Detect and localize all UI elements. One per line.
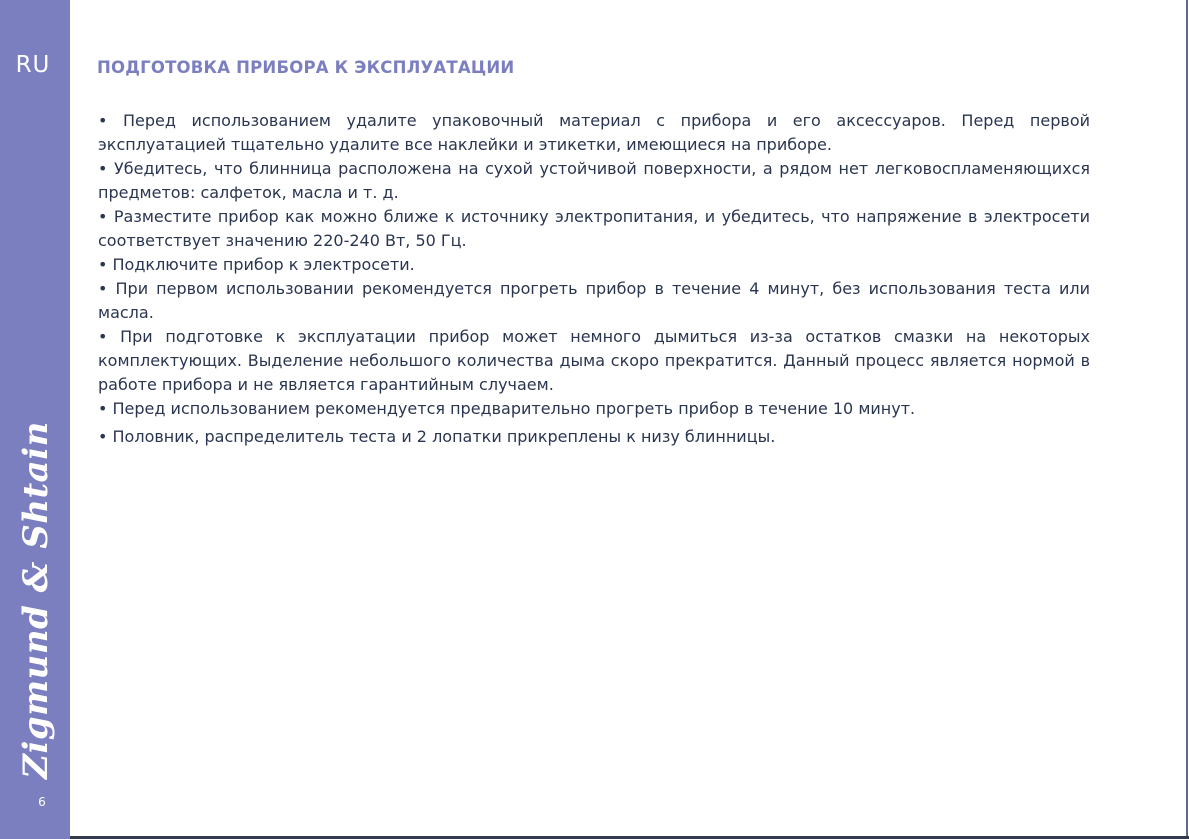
instruction-item: • Половник, распределитель теста и 2 лопатки прикреплены к низу блинницы.	[98, 427, 776, 446]
instruction-item: • При первом использовании рекомендуется прогреть прибор в течение 4 минут, без использования теста или масла.	[98, 279, 1090, 322]
instruction-item: • Разместите прибор как можно ближе к источнику электропитания, и убедитесь, что напряжение в электросети соответствует значению 220-240 Вт, 50 Гц.	[98, 207, 1090, 250]
brand-logo: Zigmund & Shtain	[16, 421, 56, 779]
page-number: 6	[38, 795, 46, 809]
instruction-item: • Убедитесь, что блинница расположена на сухой устойчивой поверхности, а рядом нет легковоспламеняющихся предметов: салфеток, масла и т. д.	[98, 159, 1090, 202]
instruction-item: • Перед использованием рекомендуется предварительно прогреть прибор в течение 10 минут.	[98, 399, 916, 418]
right-border	[1186, 0, 1188, 839]
sidebar	[0, 0, 70, 839]
instruction-item: • Подключите прибор к электросети.	[98, 255, 415, 274]
section-title: ПОДГОТОВКА ПРИБОРА К ЭКСПЛУАТАЦИИ	[97, 58, 515, 77]
instruction-item: • Перед использованием удалите упаковочный материал с прибора и его аксессуаров. Перед первой эксплуатацией тщательно удалите все наклейки и этикетки, имеющиеся на приборе.	[98, 111, 1090, 154]
language-label: RU	[15, 52, 51, 78]
instruction-item: • При подготовке к эксплуатации прибор может немного дымиться из-за остатков смазки на некоторых комплектующих. Выделение небольшого количества дыма скоро прекратится. Данный процесс является нормой в работе прибора и не является гарантийным случаем.	[98, 327, 1090, 394]
instructions-list	[98, 109, 1090, 449]
